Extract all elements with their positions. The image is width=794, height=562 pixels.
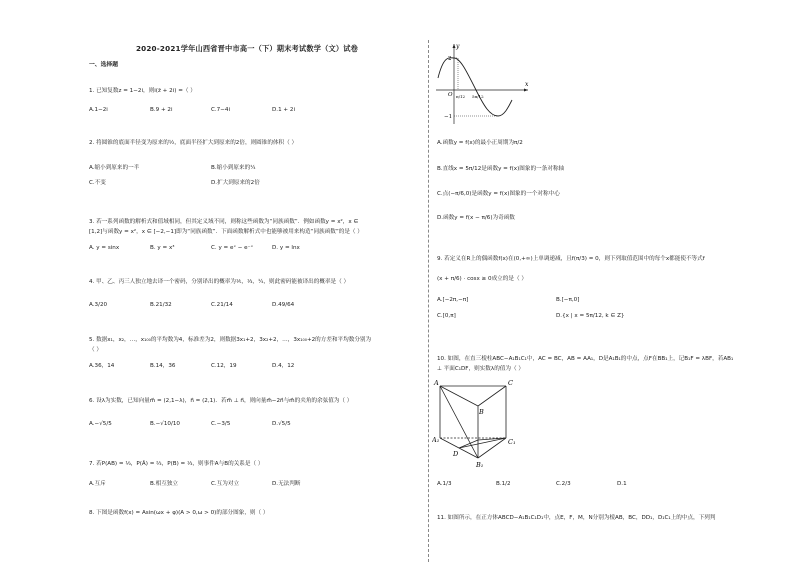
q5-option-d: D.4，12 [272, 363, 295, 369]
question-11: 11. 如图所示，在正方体ABCD−A₁B₁C₁D₁中，点E，F，M，N分别为棱AB，BC，DD₁，D₁C₁上的中点，下列判 [437, 515, 716, 521]
prism-figure [432, 376, 522, 468]
q8-option-d: D.函数y = f(x − π/6)为奇函数 [437, 215, 515, 221]
q6-option-a: A.−√5/5 [89, 421, 112, 427]
q4-option-c: C.21/14 [211, 302, 233, 308]
sine-curve [438, 58, 512, 116]
question-8: 8. 下图是函数f(x) = Asin(ωx + φ)(A > 0,ω > 0)的部分图象，则（ ） [89, 510, 269, 516]
x-axis-arrow-icon [524, 89, 528, 92]
q6-option-b: B.−√10/10 [150, 421, 180, 427]
label-a1: A₁ [432, 436, 440, 444]
question-10-cont: ⊥ 平面C₁DF，则实数λ的值为（ ） [437, 366, 524, 372]
q10-option-a: A.1/3 [437, 481, 452, 487]
q7-option-c: C.互为对立 [211, 481, 240, 487]
q10-option-b: B.1/2 [496, 481, 511, 487]
q10-option-c: C.2/3 [556, 481, 571, 487]
q5-option-b: B.14，36 [150, 363, 176, 369]
label-b: B [479, 408, 484, 416]
question-4: 4. 甲、乙、丙三人独立地去译一个密码，分别译出的概率为⅕，⅓，¼，则此密码能被译出的概率是（ ） [89, 279, 350, 285]
q2-option-a: A.缩小到原来的一半 [89, 165, 140, 171]
section-heading: 一、选择题 [89, 62, 118, 68]
q6-option-d: D.√5/5 [272, 421, 291, 427]
q10-option-d: D.1 [617, 481, 627, 487]
question-5: 5. 数据x₁，x₂，…，x₁₀₀的平均数为4，标准差为2，则数据3x₁+2，3x₂+2，…，3x₁₀₀+2的方差和平均数分别为 [89, 337, 372, 343]
q3-option-d: D. y = lnx [272, 245, 300, 251]
diag-ab1 [440, 386, 478, 458]
q3-option-a: A. y = sinx [89, 245, 120, 251]
q8-option-a: A.函数y = f(x)的最小正周期为π/2 [437, 140, 523, 146]
question-3-cont: [1,2]与函数y = x²，x ∈ [−2,−1]即为“同族函数”．下面函数解析式中也能够被用来构造“同族函数”的是（ ） [89, 229, 363, 235]
label-c: C [508, 379, 513, 387]
x-tick-1: π/12 [456, 94, 466, 99]
q1-option-a: A.1−2i [89, 107, 108, 113]
q7-option-d: D.无法判断 [272, 481, 301, 487]
label-b1: B₁ [476, 461, 484, 468]
q4-option-b: B.21/32 [150, 302, 172, 308]
q3-option-c: C. y = eˣ − e⁻ˣ [211, 245, 254, 251]
q7-option-a: A.互斥 [89, 481, 106, 487]
q1-option-c: C.7−4i [211, 107, 231, 113]
q8-option-b: B.直线x = 5π/12是函数y = f(x)图象的一条对称轴 [437, 166, 565, 172]
question-2: 2. 将圆锥的底面半径变为原来的½，底面半径扩大到原来的2倍，则圆锥的体积（ ） [89, 140, 298, 146]
question-9: 9. 若定义在R上的偶函数f(x)在(0,+∞)上单调递减，且f(π/3) = 0，则下列取值范围中的每个x都能使不等式f [437, 256, 705, 262]
q9-option-a: A.[−2π,−π] [437, 297, 469, 303]
q2-option-c: C.不变 [89, 180, 106, 186]
label-a: A [434, 379, 439, 387]
y-tick-bottom: −1 [444, 114, 453, 120]
q1-option-d: D.1 + 2i [272, 107, 296, 113]
edge-bc [478, 386, 506, 406]
question-6: 6. 设λ为实数，已知向量m⃗ = (2,1−λ)，n⃗ = (2,1)．若m⃗ ⊥ n⃗，则向量m⃗−2n⃗与m⃗的夹角的余弦值为（ ） [89, 398, 353, 404]
q5-option-c: C.12，19 [211, 363, 237, 369]
origin-label: O [448, 92, 453, 98]
q6-option-c: C.−3/5 [211, 421, 231, 427]
q9-option-b: B.[−π,0] [556, 297, 580, 303]
exam-title: 2020-2021学年山西省晋中市高一（下）期末考试数学（文）试卷 [135, 44, 359, 53]
y-axis-label: y [456, 43, 460, 50]
label-d: D [453, 450, 459, 458]
question-3: 3. 若一系列函数的解析式和值域相同，但其定义域不同，则称这些函数为“同族函数”．例如函数y = x²，x ∈ [89, 219, 359, 225]
q8-option-c: C.点(−π/6,0)是函数y = f(x)图象的一个对称中心 [437, 191, 560, 197]
q9-option-c: C.[0,π] [437, 313, 456, 319]
q3-option-b: B. y = x³ [150, 245, 175, 251]
question-10: 10. 如图，在直三棱柱ABC−A₁B₁C₁中，AC = BC，AB = AA₁，D是A₁B₁的中点，点F在BB₁上，记B₁F = λBF，若AB₁ [437, 356, 734, 362]
q2-option-d: D.扩大到原来的2倍 [211, 180, 260, 186]
x-axis-label: x [525, 81, 529, 88]
q9-option-d: D.{x | x = 5π/12, k ∈ Z} [556, 313, 625, 319]
q5-option-a: A.36，14 [89, 363, 115, 369]
question-7: 7. 若P(AB) = ⅑，P(Ā) = ⅔，P(B) = ⅓，则事件A与B的关系是（ ） [89, 461, 264, 467]
seg-df [459, 440, 478, 448]
column-divider [428, 40, 429, 562]
sine-graph [432, 40, 532, 128]
q1-option-b: B.9 + 2i [150, 107, 173, 113]
label-c1: C₁ [508, 438, 516, 446]
q2-option-b: B.缩小到原来的¼ [211, 165, 256, 171]
y-tick-top: 2 [448, 56, 452, 62]
question-9-cont: (x + π/6) · cosx ≥ 0成立的是（ ） [437, 276, 527, 282]
x-tick-2: 5π/12 [472, 94, 484, 99]
q7-option-b: B.相互独立 [150, 481, 178, 487]
question-1: 1. 已知复数z = 1−2i，则i(z̄ + 2i) =（ ） [89, 88, 196, 94]
q4-option-d: D.49/64 [272, 302, 295, 308]
q4-option-a: A.3/20 [89, 302, 108, 308]
question-5-cont: （ ） [89, 347, 102, 353]
